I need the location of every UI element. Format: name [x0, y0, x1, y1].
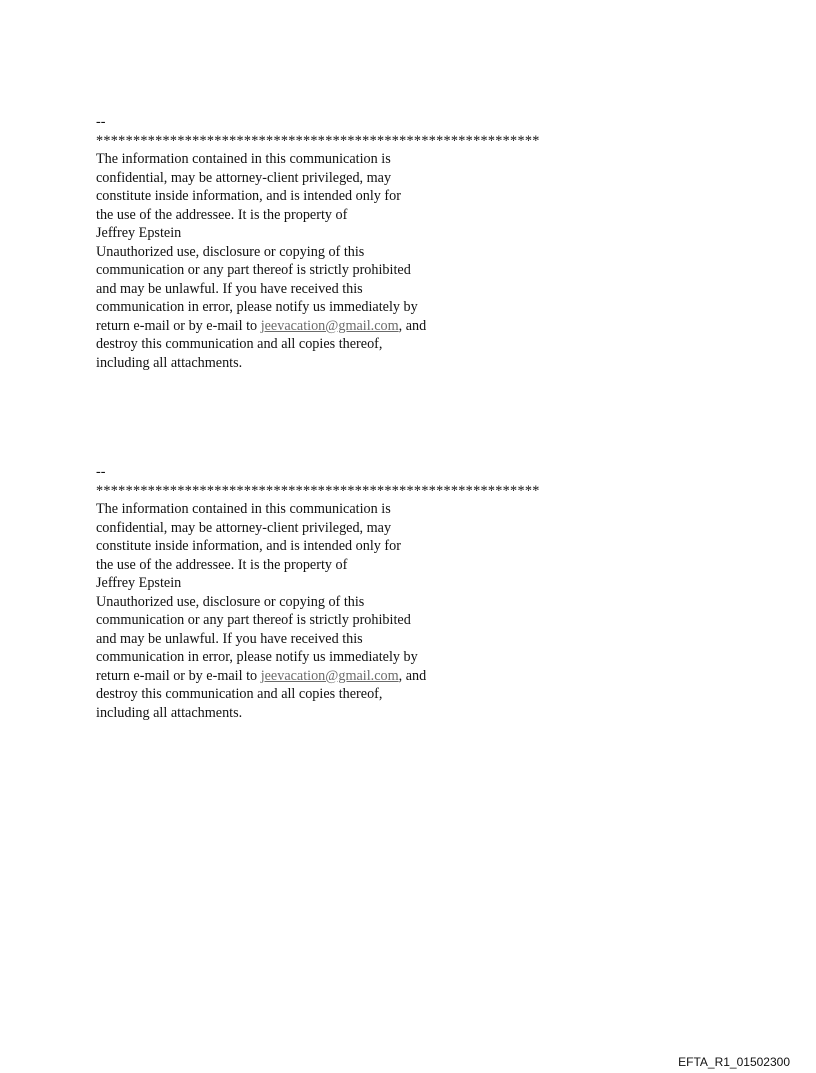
notice-line: constitute inside information, and is intended only for [96, 538, 401, 554]
notice-line: the use of the addressee. It is the property of [96, 556, 348, 573]
confidentiality-notice [96, 113, 656, 372]
confidentiality-notice [96, 463, 656, 722]
notice-line: including all attachments. [96, 704, 243, 721]
notice-line: confidential, may be attorney-client privileged, may [96, 169, 392, 186]
email-prefix-text: return e-mail or by e-mail to [96, 667, 261, 684]
notice-line: Jeffrey Epstein [96, 575, 182, 591]
notice-line: Unauthorized use, disclosure or copying of this [96, 593, 365, 610]
notice-line: Jeffrey Epstein [96, 225, 182, 241]
notice-line: communication or any part thereof is strictly prohibited [96, 262, 411, 278]
notice-email-line [96, 317, 656, 336]
notice-line: confidential, may be attorney-client privileged, may [96, 519, 392, 536]
notice-line: including all attachments. [96, 354, 243, 371]
notice-line: communication in error, please notify us immediately by [96, 649, 418, 665]
notice-line: destroy this communication and all copies thereof, [96, 686, 383, 702]
notice-line: The information contained in this communication is [96, 151, 391, 167]
notice-line: The information contained in this communication is [96, 501, 391, 517]
notice-line: communication in error, please notify us immediately by [96, 299, 418, 315]
separator-dashes: -- [96, 114, 106, 130]
notice-email-line [96, 667, 656, 686]
asterisk-divider: ************************************************************ [96, 482, 540, 499]
document-id: EFTA_R1_01502300 [678, 1055, 790, 1069]
notice-line: constitute inside information, and is intended only for [96, 188, 401, 204]
email-link[interactable]: jeevacation@gmail.com [260, 667, 399, 684]
email-prefix-text: return e-mail or by e-mail to [96, 317, 261, 334]
email-link[interactable]: jeevacation@gmail.com [260, 317, 399, 334]
notice-line: the use of the addressee. It is the property of [96, 206, 348, 223]
email-suffix-text: , and [398, 317, 427, 334]
email-suffix-text: , and [398, 667, 427, 684]
asterisk-divider: ************************************************************ [96, 132, 540, 149]
notice-line: destroy this communication and all copies thereof, [96, 336, 383, 352]
notice-line: and may be unlawful. If you have received this [96, 280, 363, 297]
notice-line: Unauthorized use, disclosure or copying of this [96, 243, 365, 260]
separator-dashes: -- [96, 464, 106, 480]
notice-line: and may be unlawful. If you have received this [96, 630, 363, 647]
notice-line: communication or any part thereof is strictly prohibited [96, 612, 411, 628]
